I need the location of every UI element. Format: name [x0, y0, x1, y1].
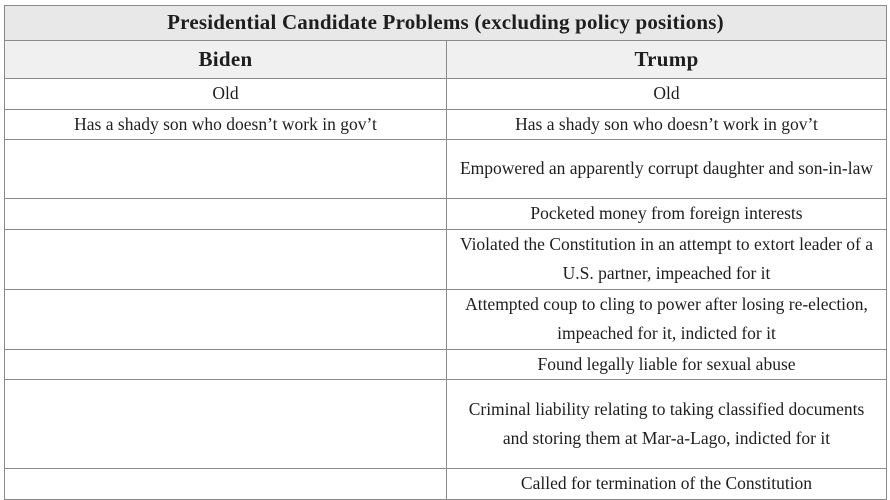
- trump-cell: Has a shady son who doesn’t work in gov’t: [447, 109, 887, 140]
- trump-cell: Pocketed money from foreign interests: [447, 199, 887, 230]
- biden-cell: [5, 199, 447, 230]
- table-row: [5, 199, 887, 230]
- trump-cell: Violated the Constitution in an attempt to extort leader of a U.S. partner, impeached for it: [447, 229, 887, 289]
- table-row: [5, 469, 887, 500]
- biden-cell: [5, 229, 447, 289]
- table-row: [5, 229, 887, 289]
- table-row: [5, 289, 887, 349]
- biden-cell: Old: [5, 79, 447, 110]
- table-title: Presidential Candidate Problems (excluding policy positions): [5, 6, 887, 41]
- table-row: [5, 380, 887, 469]
- biden-cell: [5, 140, 447, 199]
- header-row: [5, 41, 887, 79]
- biden-cell: [5, 349, 447, 380]
- candidate-problems-table: [4, 5, 887, 500]
- table-row: [5, 79, 887, 110]
- trump-cell: Criminal liability relating to taking classified documents and storing them at Mar-a-Lago, indicted for it: [447, 380, 887, 469]
- biden-cell: [5, 380, 447, 469]
- title-row: [5, 6, 887, 41]
- trump-cell: Found legally liable for sexual abuse: [447, 349, 887, 380]
- table-row: [5, 349, 887, 380]
- trump-cell: Attempted coup to cling to power after losing re-election, impeached for it, indicted for it: [447, 289, 887, 349]
- table-row: [5, 109, 887, 140]
- biden-cell: [5, 469, 447, 500]
- biden-cell: [5, 289, 447, 349]
- trump-cell: Old: [447, 79, 887, 110]
- trump-cell: Called for termination of the Constitution: [447, 469, 887, 500]
- column-header-trump: Trump: [447, 41, 887, 79]
- biden-cell: Has a shady son who doesn’t work in gov’t: [5, 109, 447, 140]
- column-header-biden: Biden: [5, 41, 447, 79]
- trump-cell: Empowered an apparently corrupt daughter and son-in-law: [447, 140, 887, 199]
- table-row: [5, 140, 887, 199]
